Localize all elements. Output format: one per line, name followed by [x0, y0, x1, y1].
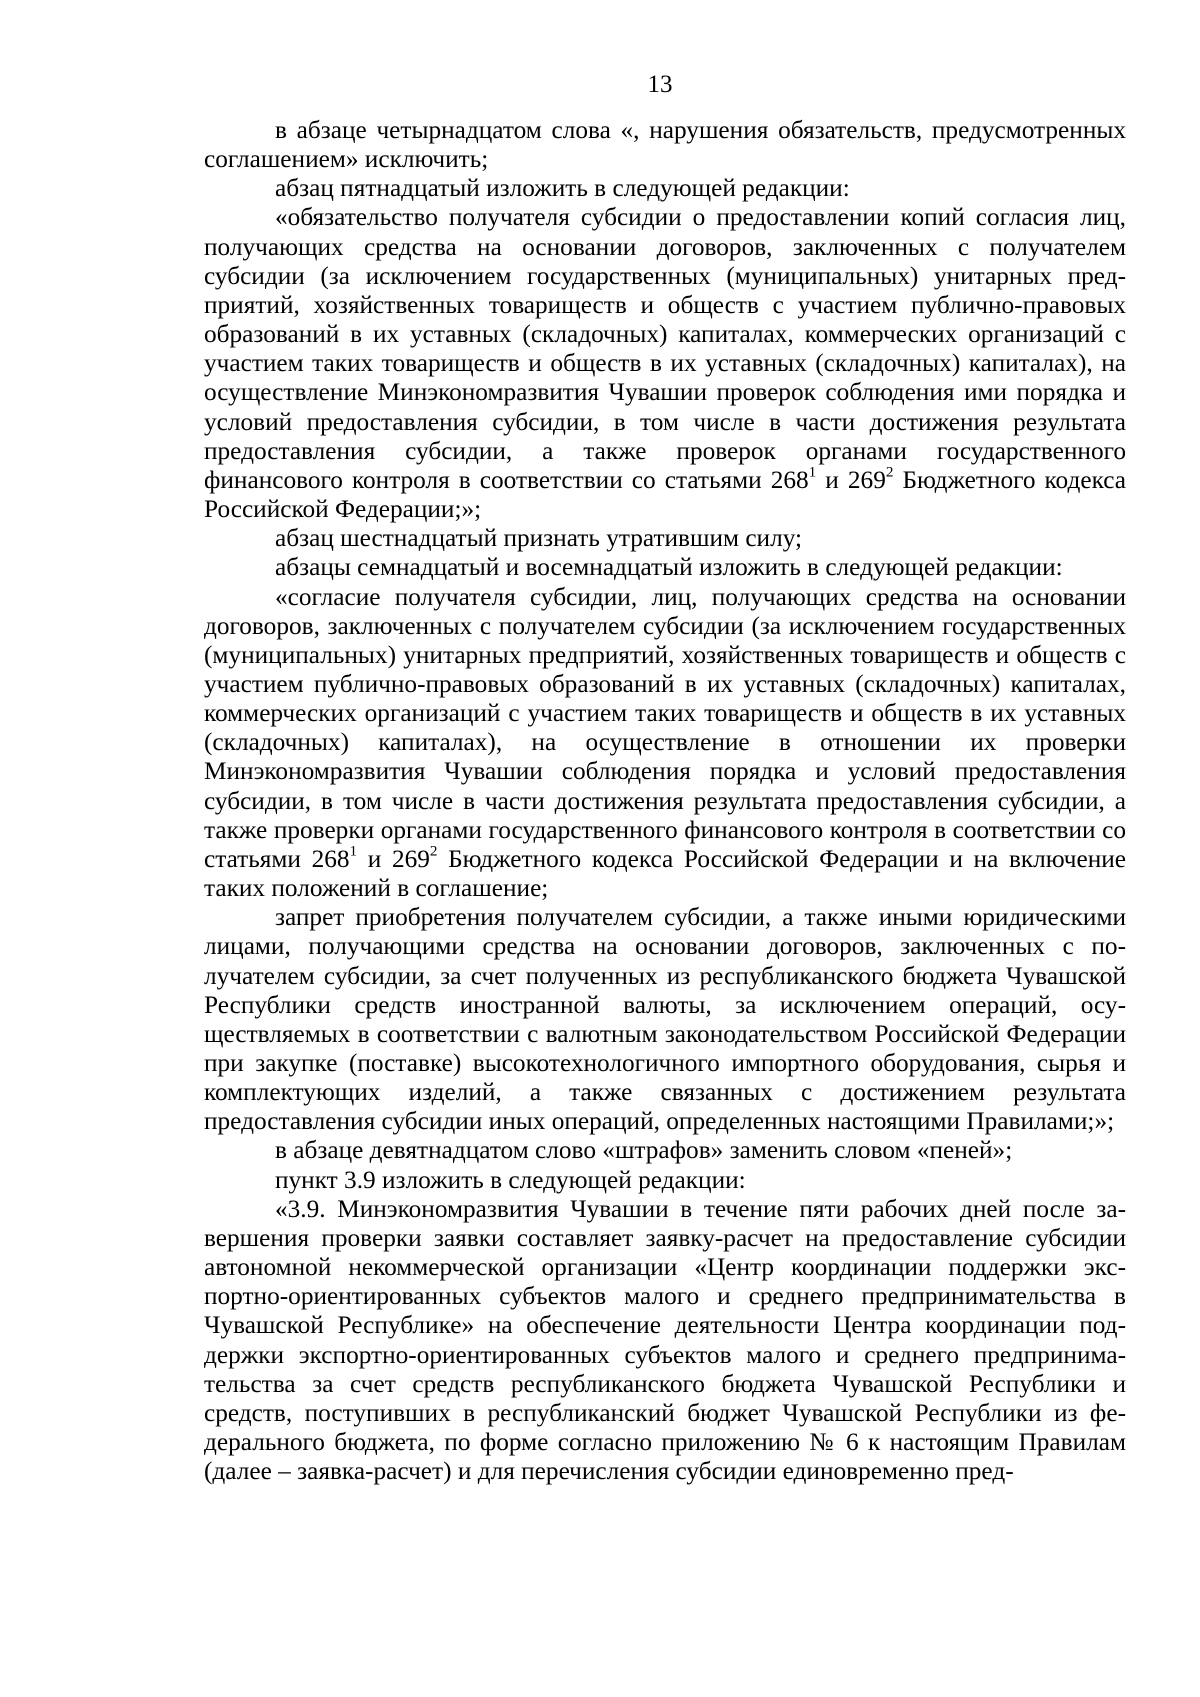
superscript: 2	[429, 842, 438, 860]
paragraph-text: запрет приобретения получателем субсидии, а также иными юридическими лицами, получающими средства на основании договоров, заключенных с получателем субсидии, за счет полученных из республиканского бюджета Чувашской Республики средств иностранной валюты, за исключением операций, осуществляемых в соответствии с валютным законодательством Российской Федерации при закупке (поставке) высокотехнологичного импортного оборудования, сырья и комплектующих изделий, а также связанных с достижением результата предоставления субсидии иных операций, определенных настоящими Правилами;»;	[204, 903, 1126, 1136]
paragraph	[204, 203, 1126, 524]
superscript: 1	[349, 842, 358, 860]
paragraph-text: «обязательство получателя субсидии о предоставлении копий согласия лиц, получающих средства на основании договоров, заключенных с получателем субсидии (за исключением государственных (муниципальных) унитарных предприятий, хозяйственных товариществ и обществ с участием публично-правовых образований в их уставных (складочных) капиталах, коммерческих организаций с участием таких товариществ и обществ в их уставных (складочных) капиталах), на осуществление Минэкономразвития Чувашии проверок соблюдения ими порядка и условий предоставления субсидии, в том числе в части достижения результата предоставления субсидии, а также проверок органами государственного финансового контроля в соответствии со статьями 268	[204, 203, 1126, 494]
paragraph	[204, 903, 1126, 1136]
page-number: 13	[647, 71, 673, 98]
paragraph-text: «согласие получателя субсидии, лиц, получающих средства на основании договоров, заключенных с получателем субсидии (за исключением государственных (муниципальных) унитарных предприятий, хозяйственных товариществ и обществ с участием публично-правовых образований в их уставных (складочных) капиталах, коммерческих организаций с участием таких товариществ и обществ в их уставных (складочных) капиталах), на осуществление в отношении их проверки Минэкономразвития Чувашии соблюдения порядка и условий предоставления субсидии, в том числе в части достижения результата предоставления субсидии, а также проверки органами государственного финансового контроля в соответствии со статьями 268	[204, 582, 1126, 873]
paragraph	[204, 1136, 1126, 1165]
superscript: 2	[885, 463, 894, 481]
paragraph-text: Бюджетного кодекса Российской Федерации;»;	[204, 465, 1126, 524]
paragraph-text: абзацы семнадцатый и восемнадцатый изложить в следующей редакции:	[275, 553, 1063, 582]
paragraph	[204, 1166, 1126, 1195]
paragraph	[204, 524, 1126, 553]
paragraph-text: в абзаце девятнадцатом слово «штрафов» заменить словом «пеней»;	[275, 1136, 1013, 1165]
paragraph	[204, 583, 1126, 904]
paragraph-text: «3.9. Минэкономразвития Чувашии в течение пяти рабочих дней после завершения проверки заявки составляет заявку-расчет на предоставление субсидии автономной некоммерческой организации «Центр координации поддержки экспортно-ориентированных субъектов малого и среднего предпринимательства в Чувашской Республике» на обеспечение деятельности Центра координации поддержки экспортно-ориентированных субъектов малого и среднего предпринимательства за счет средств республиканского бюджета Чувашской Республики и средств, поступивших в республиканский бюджет Чувашской Республики из федерального бюджета, по форме согласно приложению № 6 к настоящим Правилам (далее – заявка-расчет) и для перечисления субсидии единовременно пред-	[204, 1194, 1126, 1486]
paragraph-text: Бюджетного кодекса Российской Федерации и на включение таких положений в соглашение;	[204, 844, 1126, 903]
paragraph-text: абзац пятнадцатый изложить в следующей редакции:	[275, 174, 850, 203]
paragraph-text: и 269	[816, 465, 886, 494]
paragraph	[204, 1195, 1126, 1487]
paragraph	[204, 174, 1126, 203]
paragraph-text: абзац шестнадцатый признать утратившим силу;	[275, 524, 803, 553]
paragraph-text: и 269	[357, 844, 430, 873]
paragraph	[204, 553, 1126, 582]
superscript: 1	[808, 463, 817, 481]
paragraph-text: пункт 3.9 изложить в следующей редакции:	[275, 1165, 746, 1194]
paragraph-text: в абзаце четырнадцатом слова «, нарушения обязательств, предусмотренных соглашением» исключить;	[204, 116, 1126, 174]
paragraph	[204, 116, 1126, 174]
document-body	[204, 116, 1126, 1486]
